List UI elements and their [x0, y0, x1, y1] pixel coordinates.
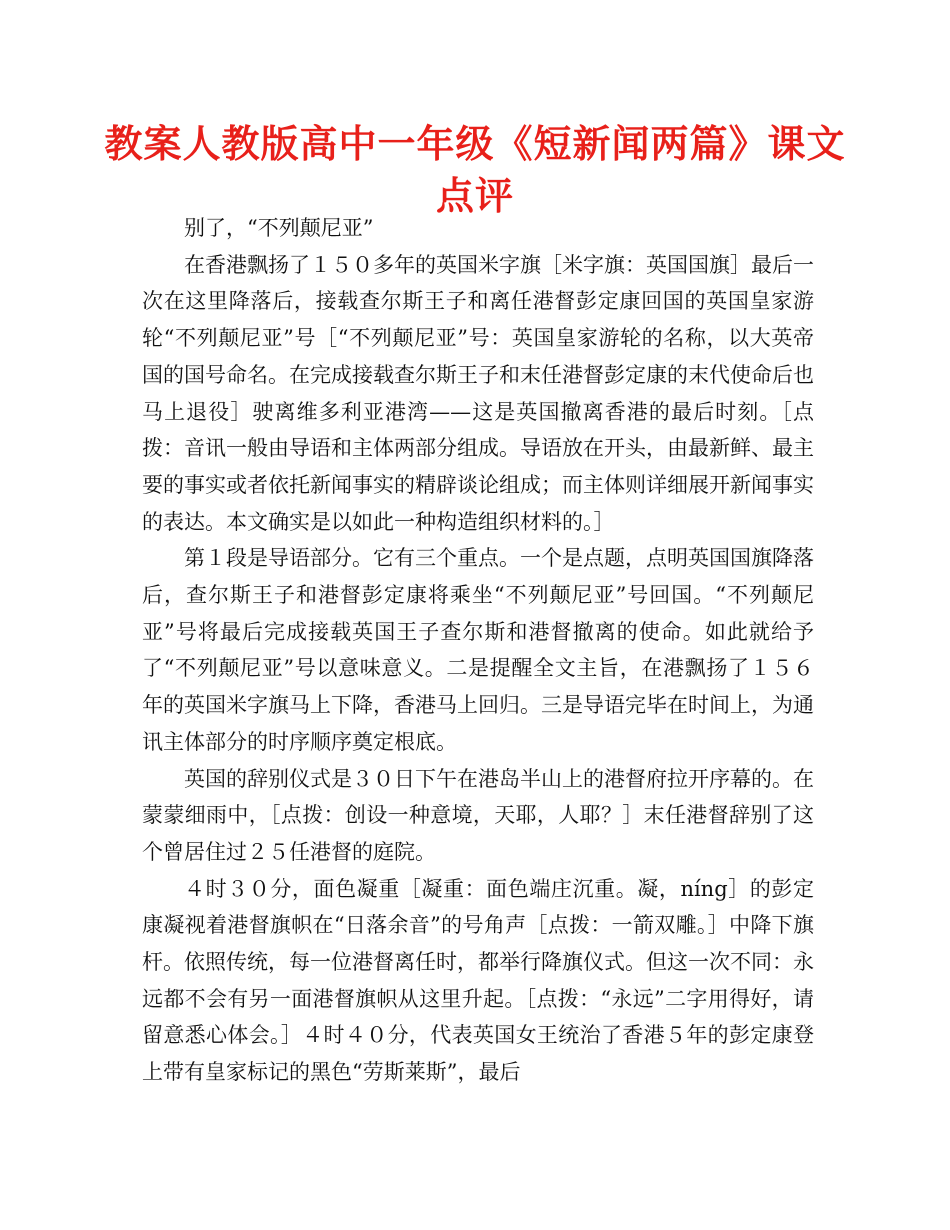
paragraph: 第１段是导语部分。它有三个重点。一个是点题，点明英国国旗降落后，查尔斯王子和港督彭定康将乘坐“不列颠尼亚”号回国。“不列颠尼亚”号将最后完成接载英国王子查尔斯和港督撤离的使命。如此就给予了“不列颠尼亚”号以意味意义。二是提醒全文主旨，在港飘扬了１５６年的英国米字旗马上下降，香港马上回归。三是导语完毕在时间上，为通讯主体部分的时序顺序奠定根底。	[142, 546, 814, 754]
document-body	[142, 210, 814, 1091]
paragraph-heading: 别了，“不列颠尼亚”	[184, 216, 374, 240]
paragraph: ４时３０分，面色凝重［凝重：面色端庄沉重。凝，níng］的彭定康凝视着港督旗帜在“日落余音”的号角声［点拨：一箭双雕。］中降下旗杆。依照传统，每一位港督离任时，都举行降旗仪式。但这一次不同：永远都不会有另一面港督旗帜从这里升起。［点拨：“永远”二字用得好，请留意悉心体会。］４时４０分，代表英国女王统治了香港５年的彭定康登上带有皇家标记的黑色“劳斯莱斯”，最后	[142, 876, 814, 1085]
paragraph: 在香港飘扬了１５０多年的英国米字旗［米字旗：英国国旗］最后一次在这里降落后，接载查尔斯王子和离任港督彭定康回国的英国皇家游轮“不列颠尼亚”号［“不列颠尼亚”号：英国皇家游轮的名称，以大英帝国的国号命名。在完成接载查尔斯王子和末任港督彭定康的末代使命后也马上退役］驶离维多利亚港湾——这是英国撤离香港的最后时刻。［点拨：音讯一般由导语和主体两部分组成。导语放在开头，由最新鲜、最主要的事实或者依托新闻事实的精辟谈论组成；而主体则详细展开新闻事实的表达。本文确实是以如此一种构造组织材料的。］	[142, 252, 814, 534]
paragraph: 英国的辞别仪式是３０日下午在港岛半山上的港督府拉开序幕的。在蒙蒙细雨中，［点拨：创设一种意境，天耶，人耶？］末任港督辞别了这个曾居住过２５任港督的庭院。	[142, 766, 814, 864]
document-title: 教案人教版高中一年级《短新闻两篇》课文点评	[104, 122, 846, 218]
